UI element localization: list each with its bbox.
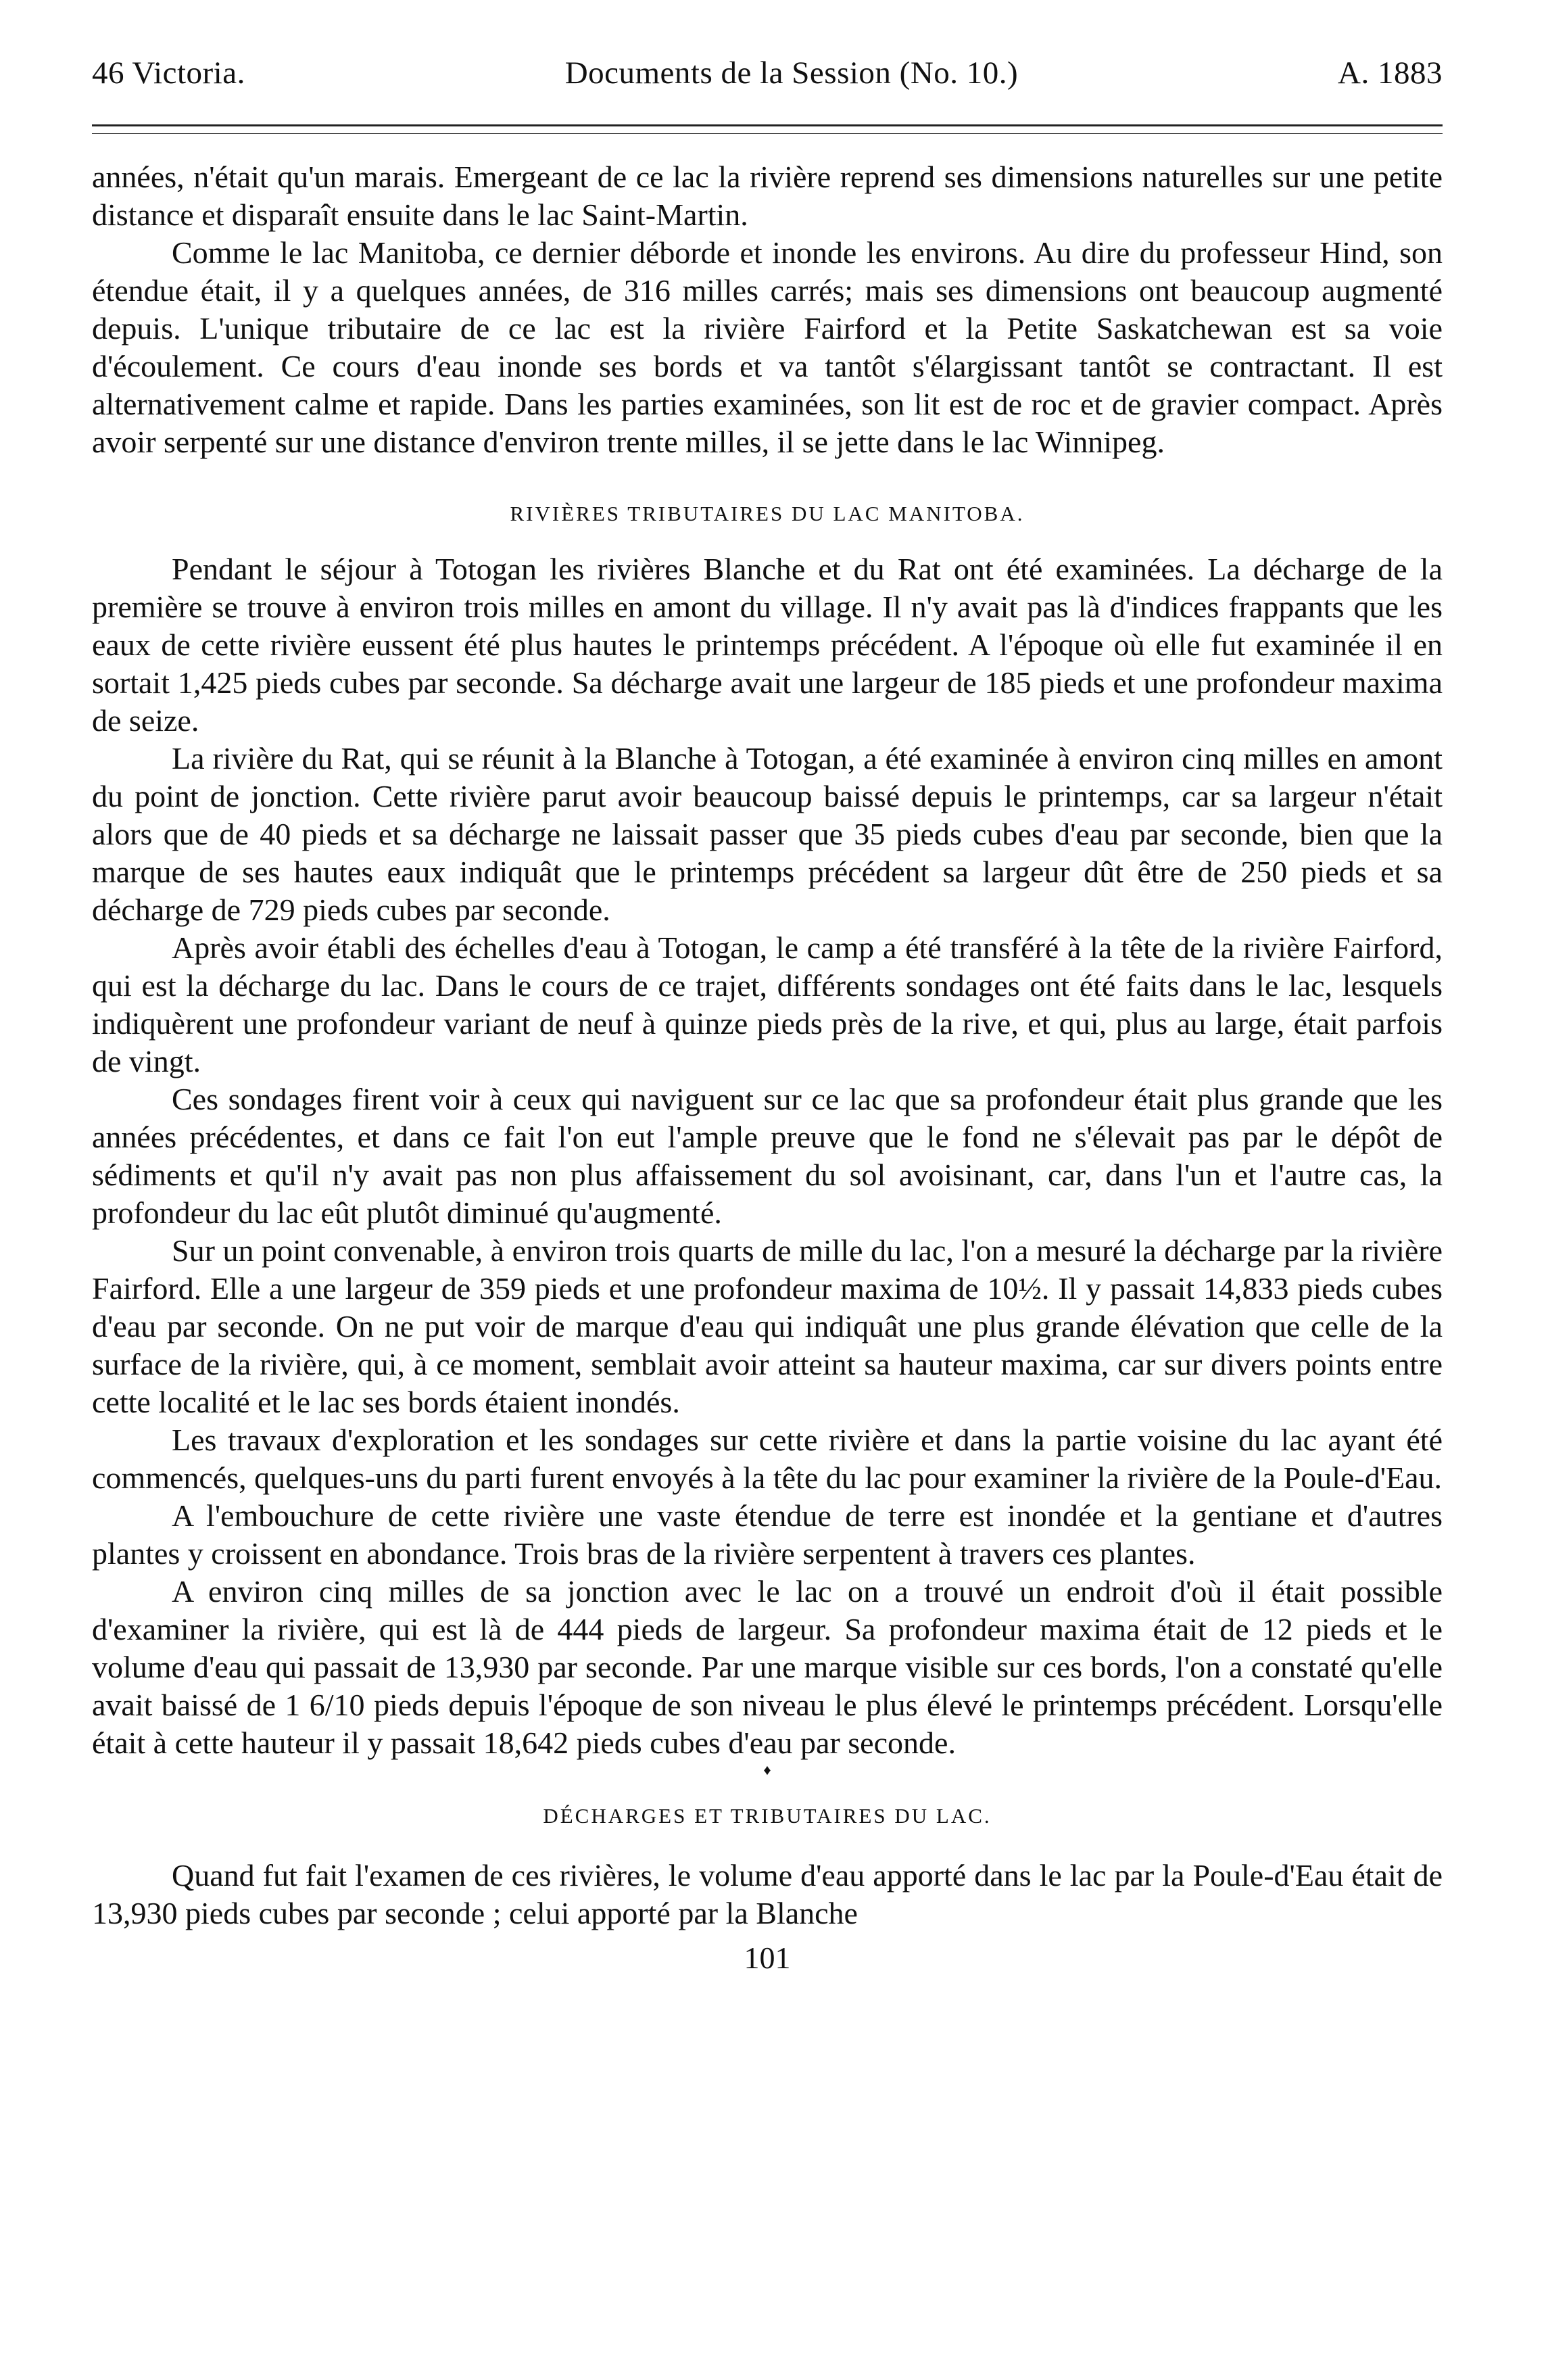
running-header <box>92 53 1443 93</box>
paragraph: Comme le lac Manitoba, ce dernier déborde et inonde les environs. Au dire du professeur Hind, son étendue était, il y a quelques années, de 316 milles carrés; mais ses dimensions ont beaucoup augmenté depuis. L'unique tributaire de ce lac est la rivière Fairford et la Petite Saskatchewan est sa voie d'écoulement. Ce cours d'eau inonde ses bords et va tantôt s'élargissant tantôt se contractant. Il est alternativement calme et rapide. Dans les parties examinées, son lit est de roc et de gravier compact. Après avoir serpenté sur une distance d'environ trente milles, il se jette dans le lac Winnipeg. <box>92 235 1443 459</box>
paragraph: La rivière du Rat, qui se réunit à la Blanche à Totogan, a été examinée à environ cinq milles en amont du point de jonction. Cette rivière parut avoir beaucoup baissé depuis le printemps, car sa largeur n'était alors que de 40 pieds et sa décharge ne laissait passer que 35 pieds cubes d'eau par seconde, bien que la marque de ses hautes eaux indiquât que le printemps précédent sa largeur dût être de 250 pieds et sa décharge de 729 pieds cubes par seconde. <box>92 741 1443 927</box>
paragraph: Sur un point convenable, à environ trois quarts de mille du lac, l'on a mesuré la décharge par la rivière Fairford. Elle a une largeur de 359 pieds et une profondeur maxima de 10½. Il y passait 14,833 pieds cubes d'eau par seconde. On ne put voir de marque d'eau qui indiquât une plus grande élévation que celle de la surface de la rivière, qui, à ce moment, semblait avoir atteint sa hauteur maxima, car sur divers points entre cette localité et le lac ses bords étaient inondés. <box>92 1233 1443 1419</box>
section-heading: RIVIÈRES TRIBUTAIRES DU LAC MANITOBA. <box>510 502 1025 525</box>
paragraph: Ces sondages firent voir à ceux qui naviguent sur ce lac que sa profondeur était plus grande que les années précédentes, et dans ce fait l'on eut l'ample preuve que le fond ne s'élevait pas par le dépôt de sédiments et qu'il n'y avait pas non plus affaissement du sol avoisinant, car, dans l'un et l'autre cas, la profondeur du lac eût plutôt diminué qu'augmenté. <box>92 1082 1443 1230</box>
header-title: Documents de la Session (No. 10.) <box>564 55 1019 91</box>
paragraph: Les travaux d'exploration et les sondages sur cette rivière et dans la partie voisine du lac ayant été commencés, quelques-uns du parti furent envoyés à la tête du lac pour examiner la rivière de la Poule-d'Eau. <box>92 1423 1443 1495</box>
paragraph: Après avoir établi des échelles d'eau à Totogan, le camp a été transféré à la tête de la rivière Fairford, qui est la décharge du lac. Dans le cours de ce trajet, différents sondages ont été faits dans le lac, lesquels indiquèrent une profondeur variant de neuf à quinze pieds près de la rive, et qui, plus au large, était parfois de vingt. <box>92 930 1443 1078</box>
header-rule <box>92 124 1443 134</box>
page-number: 101 <box>744 1941 791 1975</box>
ornament-mark: ♦ <box>763 1761 771 1778</box>
paragraph: Quand fut fait l'examen de ces rivières, le volume d'eau apporté dans le lac par la Poule-d'Eau était de 13,930 pieds cubes par seconde ; celui apporté par la Blanche <box>92 1858 1443 1930</box>
paragraph: A l'embouchure de cette rivière une vaste étendue de terre est inondée et la gentiane et d'autres plantes y croissent en abondance. Trois bras de la rivière serpentent à travers ces plantes. <box>92 1498 1443 1571</box>
paragraph: A environ cinq milles de sa jonction avec le lac on a trouvé un endroit d'où il était possible d'examiner la rivière, qui est là de 444 pieds de largeur. Sa profondeur maxima était de 12 pieds et le volume d'eau qui passait de 13,930 par seconde. Par une marque visible sur ces bords, l'on a constaté qu'elle avait baissé de 1 6/10 pieds depuis l'époque de son niveau le plus élevé le printemps précédent. Lorsqu'elle était à cette hauteur il y passait 18,642 pieds cubes d'eau par seconde. <box>92 1574 1443 1760</box>
body-text <box>92 158 1443 1977</box>
section-heading: DÉCHARGES ET TRIBUTAIRES DU LAC. <box>543 1804 992 1828</box>
header-year: A. 1883 <box>1338 55 1443 91</box>
document-page <box>92 53 1443 1977</box>
paragraph: Pendant le séjour à Totogan les rivières Blanche et du Rat ont été examinées. La décharge de la première se trouve à environ trois milles en amont du village. Il n'y avait pas là d'indices frappants que les eaux de cette rivière eussent été plus hautes le printemps précédent. A l'époque où elle fut examinée il en sortait 1,425 pieds cubes par seconde. Sa décharge avait une largeur de 185 pieds et une profondeur maxima de seize. <box>92 552 1443 738</box>
header-volume: 46 Victoria. <box>92 55 245 91</box>
paragraph: années, n'était qu'un marais. Emergeant de ce lac la rivière reprend ses dimensions naturelles sur une petite distance et disparaît ensuite dans le lac Saint-Martin. <box>92 160 1443 232</box>
